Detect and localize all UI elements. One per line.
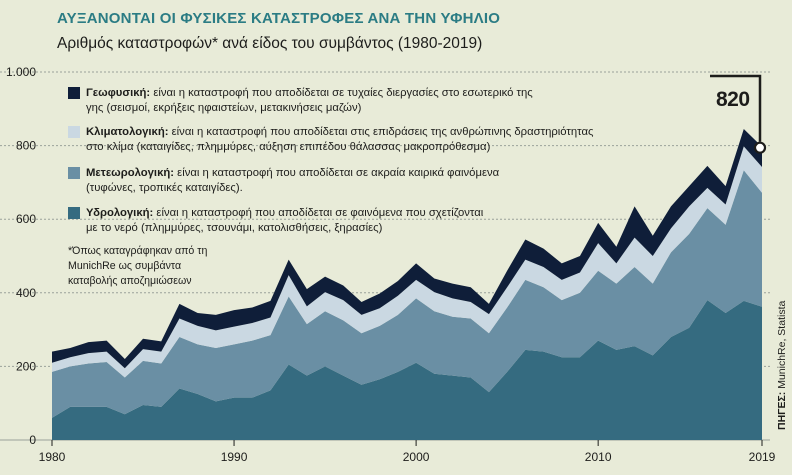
callout-point <box>755 143 765 153</box>
x-tick-label: 2019 <box>748 450 776 464</box>
legend-name: Μετεωρολογική: <box>86 167 175 179</box>
legend-swatch-meteorological <box>68 167 80 179</box>
legend-desc: είναι η καταστροφή που αποδίδεται σε ακραία καιρικά φαινόμενα <box>174 167 500 179</box>
callout-value: 820 <box>716 88 750 111</box>
sources-text: MunichRe, Statista <box>776 300 788 392</box>
y-tick-label: 600 <box>15 212 36 227</box>
x-tick-label: 1990 <box>220 450 248 464</box>
legend-desc-2: γης (σεισμοί, εκρήξεις ηφαιστείων, μετακινήσεις μαζών) <box>86 102 362 114</box>
chart-title: ΑΥΞΑΝΟΝΤΑΙ ΟΙ ΦΥΣΙΚΕΣ ΚΑΤΑΣΤΡΟΦΕΣ ΑΝΑ ΤΗΝ ΥΦΗΛΙΟ <box>57 10 501 27</box>
legend-desc: είναι η καταστροφή που αποδίδεται στις επιδράσεις της ανθρώπινης δραστηριότητας <box>168 126 594 138</box>
x-tick-label: 2000 <box>402 450 430 464</box>
y-axis-ticks <box>6 65 36 447</box>
legend-desc-2: (τυφώνες, τροπικές καταιγίδες). <box>86 182 243 194</box>
x-tick-label: 1980 <box>38 450 66 464</box>
legend-desc: είναι η καταστροφή που αποδίδεται σε φαινόμενα που σχετίζονται <box>153 207 484 219</box>
y-tick-label: 0 <box>29 433 36 447</box>
legend-name: Κλιματολογική: <box>86 126 169 138</box>
y-tick-label: 400 <box>15 285 36 300</box>
y-tick-label: 200 <box>15 359 36 374</box>
y-tick-label: 1.000 <box>5 65 36 79</box>
legend-desc-2: με το νερό (πλημμύρες, τσουνάμι, κατολισθήσεις, ξηρασίες) <box>86 222 383 234</box>
footnote: *Όπως καταγράφηκαν από τη MunichRe ως συμβάντα καταβολής αποζημιώσεων <box>68 245 208 287</box>
sources-label: ΠΗΓΕΣ: <box>776 391 788 430</box>
legend-name: Υδρολογική: <box>86 207 154 219</box>
legend-swatch-climatological <box>68 126 80 138</box>
x-axis-ticks <box>39 440 776 464</box>
x-tick-label: 2010 <box>584 450 612 464</box>
legend-swatch-hydrological <box>68 207 80 219</box>
sources-note <box>776 301 788 430</box>
chart-subtitle: Αριθμός καταστροφών* ανά είδος του συμβάντος (1980-2019) <box>57 35 483 52</box>
legend-name: Γεωφυσική: <box>86 87 151 99</box>
y-tick-label: 800 <box>15 138 36 153</box>
legend-desc-2: στο κλίμα (καταιγίδες, πλημμύρες, αύξηση επιπέδου θάλασσας μακροπρόθεσμα) <box>86 141 491 153</box>
legend-swatch-geophysical <box>68 87 80 99</box>
legend-desc: είναι η καταστροφή που αποδίδεται σε τυχαίες διεργασίες στο εσωτερικό της <box>150 87 533 99</box>
